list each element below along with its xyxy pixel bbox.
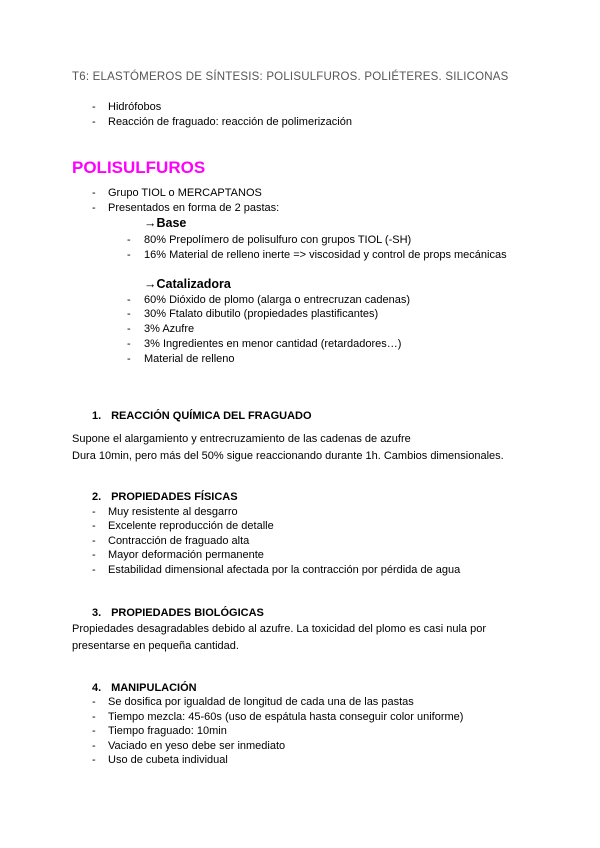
base-item: 80% Prepolímero de polisulfuro con grupos TIOL (-SH) <box>144 234 412 246</box>
bullet-dash: - <box>92 711 96 723</box>
section-2-item: Muy resistente al desgarro <box>108 506 238 518</box>
document-title: T6: ELASTÓMEROS DE SÍNTESIS: POLISULFUROS. POLIÉTERES. SILICONAS <box>72 71 509 83</box>
section-2-item: Mayor deformación permanente <box>108 549 264 561</box>
section-4-heading <box>92 682 197 694</box>
bullet-dash: - <box>92 116 96 128</box>
bullet-dash: - <box>127 353 131 365</box>
poli-item: Grupo TIOL o MERCAPTANOS <box>108 187 262 199</box>
section-1-text <box>72 431 532 465</box>
base-label: →Base <box>144 216 187 230</box>
section-4-item: Tiempo mezcla: 45-60s (uso de espátula hasta conseguir color uniforme) <box>108 711 464 723</box>
section-title: MANIPULACIÓN <box>111 682 197 694</box>
catalizadora-item: 30% Ftalato dibutilo (propiedades plastificantes) <box>144 308 379 320</box>
bullet-dash: - <box>92 187 96 199</box>
paragraph-line: presentarse en pequeña cantidad. <box>72 640 239 652</box>
poli-item: Presentados en forma de 2 pastas: <box>108 202 280 214</box>
section-number: 2. <box>92 491 102 503</box>
bullet-dash: - <box>92 101 96 113</box>
bullet-dash: - <box>127 294 131 306</box>
bullet-dash: - <box>127 338 131 350</box>
section-title: PROPIEDADES FÍSICAS <box>111 491 238 503</box>
section-4-item: Se dosifica por igualdad de longitud de cada una de las pastas <box>108 696 414 708</box>
section-2-item: Estabilidad dimensional afectada por la contracción por pérdida de agua <box>108 564 461 576</box>
catalizadora-item: 3% Azufre <box>144 323 195 335</box>
catalizadora-item: 60% Dióxido de plomo (alarga o entrecruzan cadenas) <box>144 294 410 306</box>
paragraph-line: Propiedades desagradables debido al azufre. La toxicidad del plomo es casi nula por <box>72 623 486 635</box>
bullet-dash: - <box>127 234 131 246</box>
section-3-heading <box>92 607 264 619</box>
section-4-item: Uso de cubeta individual <box>108 754 228 766</box>
section-heading-polisulfuros: POLISULFUROS <box>72 158 206 177</box>
bullet-dash: - <box>92 520 96 532</box>
section-2-item: Excelente reproducción de detalle <box>108 520 274 532</box>
bullet-dash: - <box>92 549 96 561</box>
section-1-heading <box>92 410 312 422</box>
section-number: 3. <box>92 607 102 619</box>
section-title: REACCIÓN QUÍMICA DEL FRAGUADO <box>111 410 312 422</box>
intro-item: Hidrófobos <box>108 101 162 113</box>
catalizadora-label: →Catalizadora <box>144 277 231 291</box>
section-title: PROPIEDADES BIOLÓGICAS <box>111 607 264 619</box>
section-number: 4. <box>92 682 102 694</box>
section-2-item: Contracción de fraguado alta <box>108 535 250 547</box>
bullet-dash: - <box>127 249 131 261</box>
catalizadora-item: 3% Ingredientes en menor cantidad (retardadores…) <box>144 338 402 350</box>
bullet-dash: - <box>92 506 96 518</box>
bullet-dash: - <box>92 564 96 576</box>
section-number: 1. <box>92 410 102 422</box>
bullet-dash: - <box>92 725 96 737</box>
bullet-dash: - <box>92 202 96 214</box>
bullet-dash: - <box>127 323 131 335</box>
section-4-item: Vaciado en yeso debe ser inmediato <box>108 740 286 752</box>
intro-item: Reacción de fraguado: reacción de polimerización <box>108 116 352 128</box>
section-3-text <box>72 621 532 655</box>
paragraph-line: Dura 10min, pero más del 50% sigue reaccionando durante 1h. Cambios dimensionales. <box>72 450 504 462</box>
bullet-dash: - <box>127 308 131 320</box>
base-item: 16% Material de relleno inerte => viscosidad y control de props mecánicas <box>144 249 507 261</box>
bullet-dash: - <box>92 754 96 766</box>
bullet-dash: - <box>92 696 96 708</box>
bullet-dash: - <box>92 535 96 547</box>
section-4-item: Tiempo fraguado: 10min <box>108 725 227 737</box>
section-2-heading <box>92 491 238 503</box>
catalizadora-item: Material de relleno <box>144 353 235 365</box>
bullet-dash: - <box>92 740 96 752</box>
paragraph-line: Supone el alargamiento y entrecruzamiento de las cadenas de azufre <box>72 433 411 445</box>
